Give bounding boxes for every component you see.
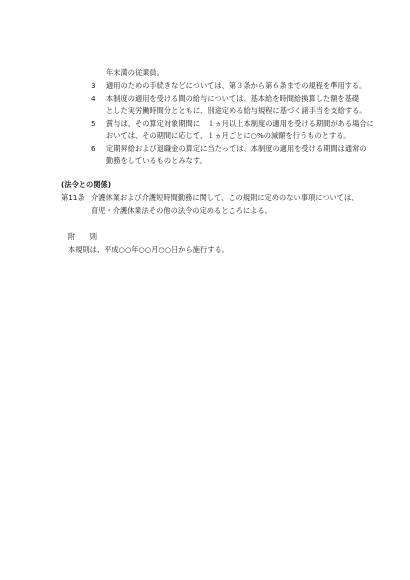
continuation-line: 年末満の従業員。 bbox=[106, 68, 164, 77]
supplementary-text: 本規則は、平成○○年○○月○○日から施行する。 bbox=[68, 245, 229, 254]
item-5-number: 5 bbox=[91, 119, 96, 128]
item-3-number: 3 bbox=[91, 81, 96, 90]
item-5-line-2: おいては、その期間に応じて、１ヵ月ごとに○%の減額を行うものとする。 bbox=[106, 131, 351, 140]
item-6-number: 6 bbox=[91, 144, 96, 153]
article-11-line-2: 育児・介護休業法その他の法令の定めるところによる。 bbox=[91, 206, 272, 215]
article-11-line-1: 介護休業および介護短時間勤務に関して、この規則に定めのない事項については、 bbox=[91, 193, 359, 202]
item-6-line-1: 定期昇給および退職金の算定に当たっては、本制度の適用を受ける期間は通常の bbox=[106, 144, 367, 153]
item-4-number: 4 bbox=[91, 94, 96, 103]
article-11-label: 第11条 bbox=[61, 193, 85, 202]
item-3-line-1: 適用のための手続きなどについては、第３条から第６条までの規程を準用する。 bbox=[106, 81, 367, 90]
item-4-line-2: とした実労働時間分とともに、別途定める給与規程に基づく諸手当を支給する。 bbox=[106, 106, 367, 115]
section-heading: (法令との関係) bbox=[61, 180, 112, 189]
supplementary-heading: 附 則 bbox=[68, 232, 97, 241]
item-5-line-1: 賞与は、その算定対象期間に １ヵ月以上本制度の適用を受ける期間がある場合に bbox=[106, 119, 374, 128]
item-6-line-2: 勤務をしているものとみなす。 bbox=[106, 156, 207, 165]
item-4-line-1: 本制度の適用を受ける間の給与については、基本給を時間給換算した額を基礎 bbox=[106, 94, 360, 103]
